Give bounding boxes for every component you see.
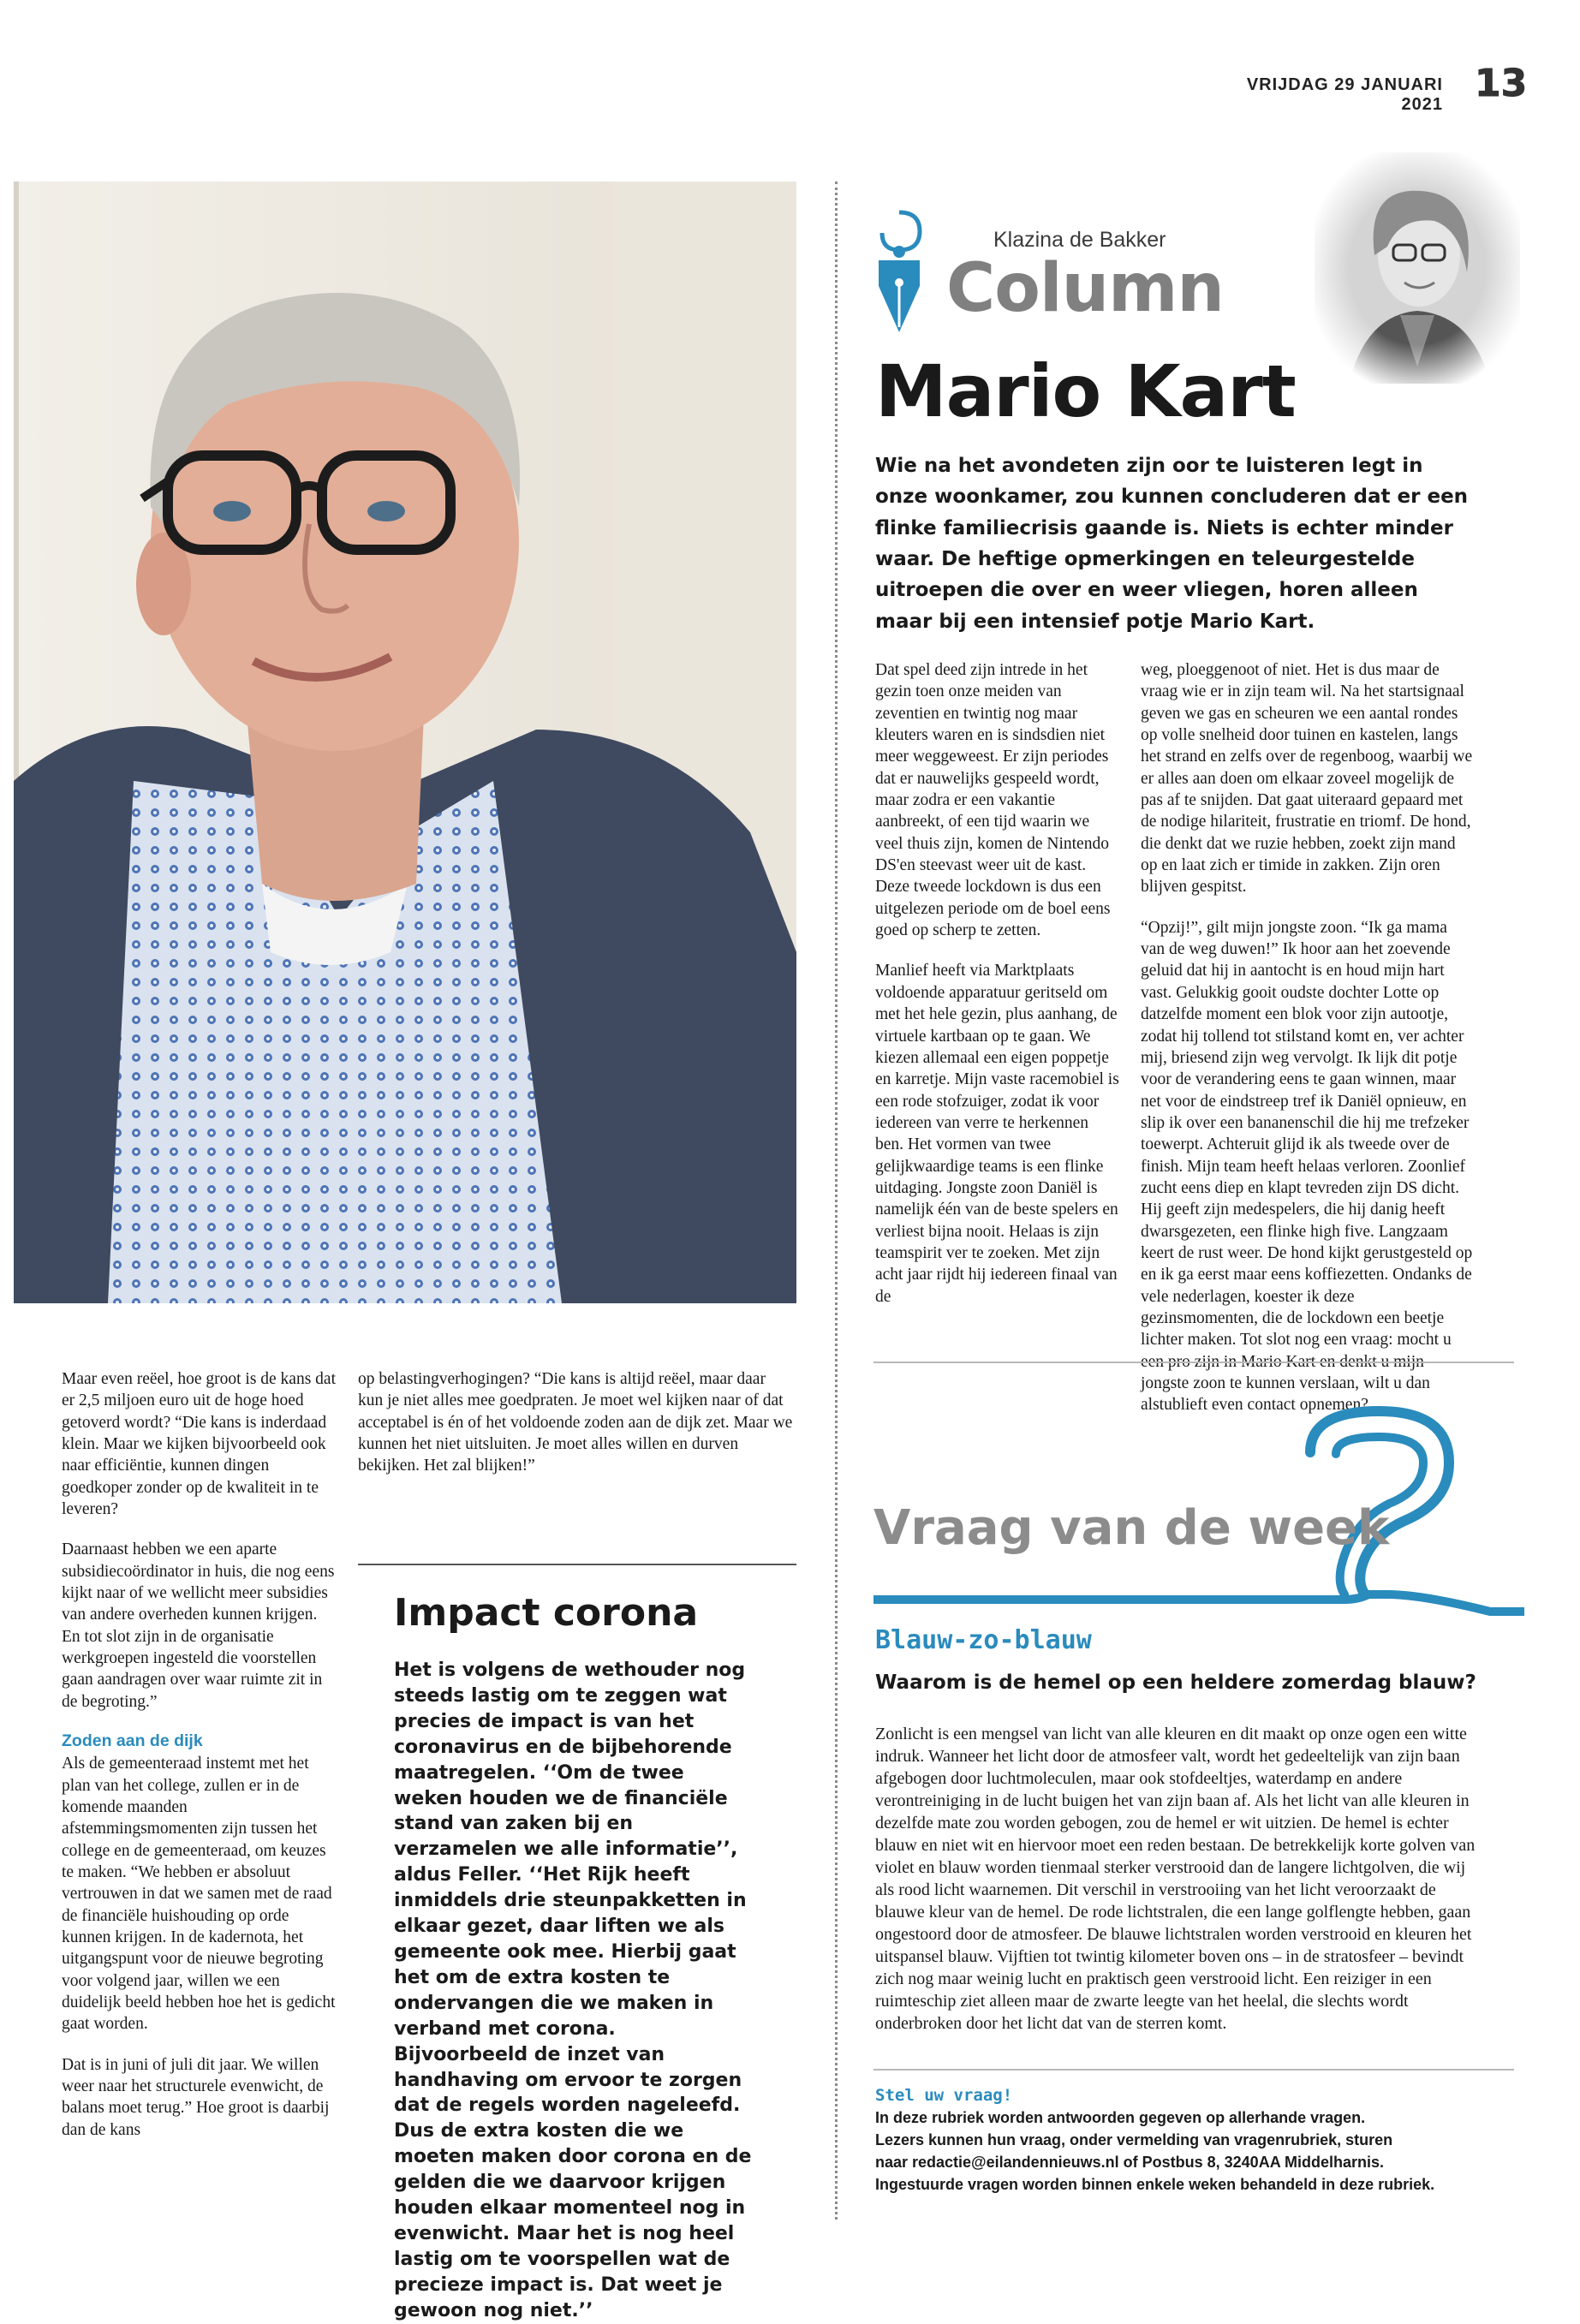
- article-subhead: Zoden aan de dijk: [62, 1731, 203, 1751]
- column-body-left: [875, 659, 1119, 1308]
- ask-line: naar redactie@eilandennieuws.nl of Postbus 8, 3240AA Middelharnis.: [875, 2154, 1385, 2172]
- column-paragraph: weg, ploeggenoot of niet. Het is dus maar de vraag wie er in zijn team wil. Na het startsignaal geven we gas en scheuren we een aantal rondes op volle snelheid door tuinen en kastelen, langs het strand en zelfs over de regenboog, waarbij we er alles aan doen om elkaar zoveel mogelijk de pas af te snijden. Dat gaat uiteraard gepaard met de nodige hilariteit, frustratie en triomf. De hond, die denkt dat we ruzie hebben, zoekt zijn mand op en laat zich er timide in zakken. Zijn oren blijven gespitst.: [1141, 661, 1473, 897]
- ask-line: Lezers kunnen hun vraag, onder vermelding van vragenrubriek, sturen: [875, 2131, 1393, 2149]
- question-subtitle: Blauw-zo-blauw: [875, 1625, 1092, 1655]
- article-column-1: [62, 1368, 336, 2141]
- question-text: Waarom is de hemel op een heldere zomerdag blauw?: [875, 1671, 1476, 1694]
- question-section-title: Vraag van de week: [873, 1500, 1390, 1556]
- column-title: Mario Kart: [875, 349, 1296, 433]
- column-body-right: [1141, 659, 1475, 1416]
- section-divider: [873, 2069, 1514, 2071]
- page-date: VRIJDAG 29 JANUARI 2021: [1246, 75, 1443, 114]
- pen-nib-icon: [873, 207, 925, 336]
- article-paragraph: Daarnaast hebben we een aparte subsidiecoördinator in huis, die nog eens kijkt naar of we wellicht meer subsidies van andere overheden kunnen krijgen. En tot slot zijn in de organisatie werkgroepen ingesteld die voorstellen gaan aandragen over waar ruimte zit in de begroting.”: [62, 1540, 335, 1711]
- column-paragraph: “Opzij!”, gilt mijn jongste zoon. “Ik ga mama van de weg duwen!” Ik hoor aan het zoevende geluid dat hij in aantocht is en houd mijn hart vast. Gelukkig gooit oudste dochter Lotte op datzelfde moment een blok voor zijn autootje, zodat hij tollend tot stilstand komt en, ver achter mij, briesend zijn weg vervolgt. Ik lijk dit potje voor de verandering eens te gaan winnen, maar net voor de eindstreep tref ik Daniël opnieuw, en slip ik over een bananenschil die hij me trefzeker toewerpt. Achteruit glijd ik als tweede over de finish. Mijn team heeft helaas verloren. Zoonlief zucht eens diep en klapt tevreden zijn DS dicht. Hij geeft zijn medespelers, die hij danig heeft dwarsgezeten, een flinke high five. Langzaam keert de rust weer. De hond kijkt gerustgesteld op en ik ga eerst maar eens koffiezetten. Ondanks de vele nederlagen, koester ik deze gezinsmomenten, die de lockdown een beetje lichter maken. Tot slot nog een vraag: mocht u een pro zijn in Mario Kart en denkt u mijn jongste zoon te kunnen verslaan, wilt u dan alstublieft even contact opnemen?: [1141, 918, 1473, 1415]
- article-paragraph: op belastingverhogingen? “Die kans is altijd reëel, maar daar kun je niet alles mee goedpraten. Je moet wel kijken naar of dat acceptabel is én of het voldoende zoden aan de dijk zet. Maar we kunnen het niet uitsluiten. Je moet alles willen en durven bekijken. Het zal blijken!”: [358, 1370, 793, 1475]
- section-divider: [873, 1362, 1514, 1363]
- ask-question-heading: Stel uw vraag!: [875, 2086, 1013, 2105]
- column-divider: [835, 182, 838, 2220]
- author-portrait: [1315, 152, 1520, 384]
- column-paragraph: Dat spel deed zijn intrede in het gezin toen onze meiden van zeventien en twintig nog maar kleuters waren en is sindsdien niet meer weggeweest. Er zijn periodes dat er nauwelijks gespeeld wordt, maar zodra er een vakantie aanbreekt, of een tijd waarin we veel thuis zijn, komen de Nintendo DS'en steevast weer uit de kast. Deze tweede lockdown is dus een uitgelezen periode om de boel eens goed op scherp te zetten.: [875, 661, 1111, 940]
- column-author: Klazina de Bakker: [993, 228, 1166, 252]
- column-lead: Wie na het avondeten zijn oor te luisteren legt in onze woonkamer, zou kunnen concluderen dat er een flinke familiecrisis gaande is. Niets is echter minder waar. De heftige opmerkingen en teleurgestelde uitroepen die over en weer vliegen, horen alleen maar bij een intensief potje Mario Kart.: [875, 455, 1469, 633]
- impact-divider: [358, 1564, 796, 1565]
- portrait-photo: [14, 182, 796, 1303]
- impact-heading: Impact corona: [394, 1591, 699, 1635]
- page-number: 13: [1475, 62, 1528, 105]
- ask-line: Ingestuurde vragen worden binnen enkele weken behandeld in deze rubriek.: [875, 2176, 1435, 2194]
- article-paragraph: Dat is in juni of juli dit jaar. We willen weer naar het structurele evenwicht, de balans moet terug.” Hoe groot is daarbij dan de kans: [62, 2055, 330, 2139]
- impact-body: Het is volgens de wethouder nog steeds lastig om te zeggen wat precies de impact is van het coronavirus en de bijbehorende maatregelen. ‘‘Om de twee weken houden we de financiële stand van zaken bij en verzamelen we alle informatie’’, aldus Feller. ‘‘Het Rijk heeft inmiddels drie steunpakketten in elkaar gezet, daar liften we als gemeente ook mee. Hierbij gaat het om de extra kosten te ondervangen die we maken in verband met corona. Bijvoorbeeld de inzet van handhaving om ervoor te zorgen dat de regels worden nageleefd. Dus de extra kosten die we moeten maken door corona en de gelden die we daarvoor krijgen houden elkaar momenteel nog in evenwicht. Maar het is nog heel lastig om te voorspellen wat de precieze impact is. Dat weet je gewoon nog niet.’’: [394, 1660, 752, 2321]
- column-paragraph: Manlief heeft via Marktplaats voldoende apparatuur geritseld om met het hele gezin, plus aanhang, de virtuele kartbaan op te gaan. We kiezen allemaal een eigen poppetje en karretje. Mijn vaste racemobiel is een rode stofzuiger, zodat ik voor iedereen van verre te herkennen ben. Het vormen van twee gelijkwaardige teams is een flinke uitdaging. Jongste zoon Daniël is namelijk één van de beste spelers en verliest bijna nooit. Helaas is zijn teamspirit ver te zoeken. Met zijn acht jaar rijdt hij iedereen finaal van de: [875, 962, 1119, 1306]
- column-kicker: Column: [946, 250, 1224, 327]
- ask-question-body: [875, 2106, 1509, 2196]
- ask-line: In deze rubriek worden antwoorden gegeven op allerhande vragen.: [875, 2109, 1366, 2126]
- article-column-2: [358, 1368, 795, 1477]
- answer-text: Zonlicht is een mengsel van licht van alle kleuren en dit maakt op onze ogen een witte indruk. Wanneer het licht door de atmosfeer valt, wordt het gedeeltelijk van zijn baan afgebogen door luchtmoleculen, maar ook stofdeeltjes, waterdamp en andere verontreiniging in de lucht buigen het van zijn baan af. Als het licht van alle kleuren in dezelfde mate zou worden gebogen, zou de hemel er wit uitzien. De hemel is echter blauw en niet wit en hiervoor moet een reden bestaan. De betrekkelijk korte golven van violet en blauw worden tienmaal sterker verstrooid dan de langere lichtgolven, die wij als rood licht waarnemen. Dit verschil in verstrooiing van het licht veroorzaakt de blauwe kleur van de hemel. De rode lichtstralen, die een lange golflengte hebben, gaan ongestoord door de atmosfeer. De blauwe lichtstralen worden verstrooid en kleuren het uitspansel blauw. Vijftien tot twintig kilometer boven ons – in de stratosfeer – bevindt zich nog maar weinig lucht en praktisch geen verstrooid licht. Een reiziger in een ruimteschip ziet alleen maar de zwarte leegte van het heelal, die slechts wordt onderbroken door het licht dat van de sterren komt.: [875, 1725, 1476, 2033]
- article-paragraph: Maar even reëel, hoe groot is de kans dat er 2,5 miljoen euro uit de hoge hoed getoverd wordt? “Die kans is inderdaad klein. Maar we kijken bijvoorbeeld ook naar efficiëntie, kunnen dingen goedkoper zonder op de kwaliteit in te leveren?: [62, 1370, 336, 1519]
- article-paragraph: Als de gemeenteraad instemt met het plan van het college, zullen er in de komende maanden afstemmingsmomenten zijn tussen het college en de gemeenteraad, om keuzes te maken. “We hebben er absoluut vertrouwen in dat we samen met de raad de financiële huishouding op orde kunnen krijgen. In de kadernota, het uitgangspunt voor de nieuwe begroting voor volgend jaar, willen we een duidelijk beeld hebben hoe het is gedicht gaat worden.: [62, 1755, 336, 2034]
